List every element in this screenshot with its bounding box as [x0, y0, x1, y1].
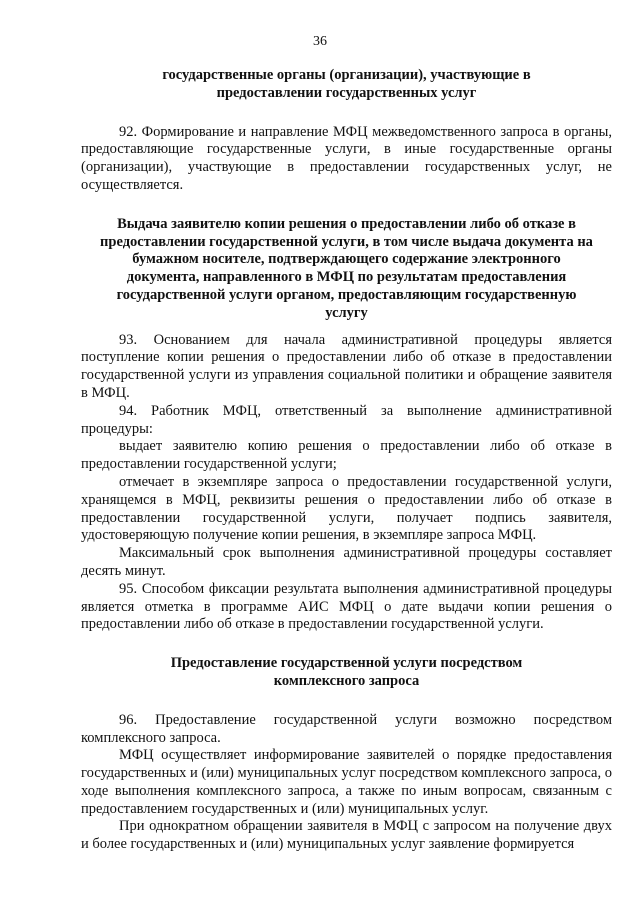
- paragraph-94: 94. Работник МФЦ, ответственный за выполнение административной процедуры:: [81, 402, 612, 437]
- paragraph-96-single-visit: При однократном обращении заявителя в МФЦ с запросом на получение двух и более государственных и (или) муниципальных услуг заявление формируется: [81, 818, 612, 853]
- section-heading-issue-copy: Выдача заявителю копии решения о предоставлении либо об отказе в предоставлении государственной услуги, в том числе выдача документа на бумажном носителе, подтверждающего содержание электронного документа, направленного в МФЦ по результатам предоставления государственной услуги органом, предоставляющим государственную услугу: [100, 215, 593, 321]
- paragraph-92: 92. Формирование и направление МФЦ межведомственного запроса в органы, предоставляющие государственные услуги, в иные государственные органы (организации), участвующие в предоставлении государственных услуг, не осуществляется.: [81, 123, 612, 193]
- page-number: 36: [313, 34, 327, 49]
- paragraph-94-max-time: Максимальный срок выполнения административной процедуры составляет десять минут.: [81, 545, 612, 579]
- paragraph-94-item-mark: отмечает в экземпляре запроса о предоставлении государственной услуги, хранящемся в МФЦ, реквизиты решения о предоставлении либо об отказе в предоставлении государственной услуги, получает подпись заявителя, удостоверяющую получение копии решения, в экземпляре запроса МФЦ.: [81, 473, 612, 544]
- paragraph-96-informing: МФЦ осуществляет информирование заявителей о порядке предоставления государственных и (или) муниципальных услуг посредством комплексного запроса, о ходе выполнения комплексного запроса, а также по иным вопросам, связанным с предоставлением государственных и (или) муниципальных услуг.: [81, 747, 612, 817]
- paragraph-93: 93. Основанием для начала административной процедуры является поступление копии решения о предоставлении либо об отказе в предоставлении государственной услуги из управления социальной политики и обращение заявителя в МФЦ.: [81, 331, 612, 401]
- paragraph-96: 96. Предоставление государственной услуги возможно посредством комплексного запроса.: [81, 711, 612, 746]
- paragraph-94-item-issue: выдает заявителю копию решения о предоставлении либо об отказе в предоставлении государственной услуги;: [81, 438, 612, 473]
- paragraph-95: 95. Способом фиксации результата выполнения административной процедуры является отметка в программе АИС МФЦ о дате выдачи копии решения о предоставлении либо об отказе в предоставлении государственной услуги.: [81, 580, 612, 633]
- section-heading-complex-request: Предоставление государственной услуги посредством комплексного запроса: [170, 655, 523, 689]
- section-heading-continued: государственные органы (организации), участвующие в предоставлении государственных услуг: [162, 67, 531, 101]
- page-content: [81, 67, 612, 854]
